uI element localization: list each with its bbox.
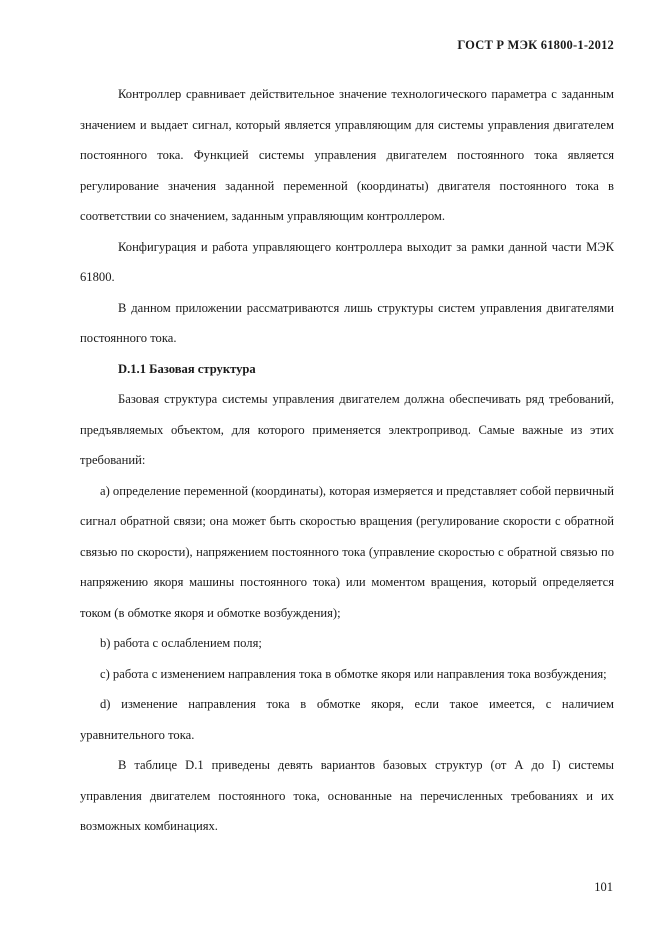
page-number: 101 [594,880,613,894]
list-item-b: b) работа с ослаблением поля; [100,636,262,650]
list-item-d: d) изменение направления тока в обмотке якоря, если такое имеется, с наличием уравнительного тока. [80,697,614,742]
paragraph-scope: В данном приложении рассматриваются лишь структуры систем управления двигателями постоянного тока. [80,300,614,345]
list-item-c: c) работа с изменением направления тока в обмотке якоря или направления тока возбуждения; [100,666,607,681]
document-body [80,79,614,842]
paragraph-configuration: Конфигурация и работа управляющего контроллера выходит за рамки данной части МЭК 61800. [80,239,614,284]
paragraph-section-intro: Базовая структура системы управления двигателем должна обеспечивать ряд требований, предъявляемых объектом, для которого применяется электропривод. Самые важные из этих требований: [80,392,614,467]
page-header-standard-id: ГОСТ Р МЭК 61800-1-2012 [457,38,614,52]
paragraph-table-reference: В таблице D.1 приведены девять вариантов базовых структур (от А до I) системы управления двигателем постоянного тока, основанные на перечисленных требованиях и их возможных комбинациях. [80,758,614,833]
list-item-a: a) определение переменной (координаты), которая измеряется и представляет собой первичный сигнал обратной связи; она может быть скоростью вращения (регулирование скорости с обратной связью по скорости), напряжением постоянного тока (управление скоростью с обратной связью по напряжению якоря машины постоянного тока) или моментом вращения, который определяется током (в обмотке якоря и обмотке возбуждения); [80,483,615,620]
paragraph-controller: Контроллер сравнивает действительное значение технологического параметра с заданным значением и выдает сигнал, который является управляющим для системы управления двигателем постоянного тока. Функцией системы управления двигателем постоянного тока является регулирование значения заданной переменной (координаты) двигателя постоянного тока в соответствии со значением, заданным управляющим контроллером. [80,87,614,223]
section-heading: D.1.1 Базовая структура [118,361,256,376]
